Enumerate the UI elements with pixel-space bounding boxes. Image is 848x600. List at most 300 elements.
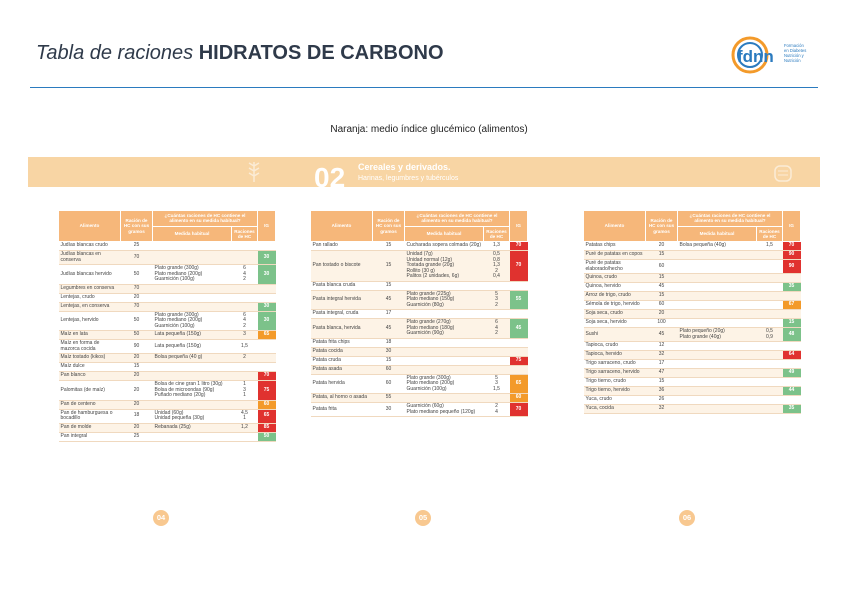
ration-grams: 47	[646, 369, 678, 378]
ig-value	[258, 354, 276, 363]
ration-count	[757, 310, 783, 319]
food-name: Lentejas, crudo	[59, 293, 121, 302]
food-name: Quinoa, crudo	[584, 274, 646, 283]
usual-measure: Guarnición (60g) Plato mediano pequeño (120g)	[405, 403, 484, 417]
ig-value	[258, 293, 276, 302]
food-name: Tapioca, crudo	[584, 342, 646, 351]
food-name: Lentejas, en conserva	[59, 302, 121, 311]
section-title: Cereales y derivados.	[358, 162, 451, 172]
ig-value	[258, 363, 276, 372]
col-alimento: Alimento	[311, 211, 373, 242]
food-name: Maíz en lata	[59, 331, 121, 340]
table-row	[311, 394, 528, 403]
ration-grams: 15	[373, 281, 405, 290]
col-medida: Medida habitual	[405, 226, 484, 242]
food-name: Judías blancas en conserva	[59, 251, 121, 265]
table-row	[584, 283, 801, 292]
table-row	[311, 310, 528, 319]
table-row	[59, 400, 276, 409]
ration-grams: 50	[121, 331, 153, 340]
table-row	[311, 356, 528, 365]
ration-grams: 60	[646, 301, 678, 310]
usual-measure: Bolsa pequeña (40g)	[678, 242, 757, 251]
usual-measure	[153, 293, 232, 302]
logo-line-2: en Diabetes	[784, 48, 807, 53]
legend-note: Naranja: medio índice glucémico (alimentos)	[330, 124, 528, 135]
food-name: Arroz de trigo, crudo	[584, 292, 646, 301]
ration-grams: 18	[373, 338, 405, 347]
food-name: Trigo tierno, crudo	[584, 378, 646, 387]
ig-value	[783, 292, 801, 301]
ration-grams: 17	[373, 310, 405, 319]
ration-count	[757, 260, 783, 274]
food-name: Lentejas, hervido	[59, 311, 121, 331]
usual-measure	[405, 338, 484, 347]
header-row	[59, 211, 276, 227]
table-row	[59, 265, 276, 285]
page-number-05: 05	[415, 510, 431, 526]
ration-grams: 45	[646, 328, 678, 342]
ig-value	[510, 310, 528, 319]
table-row	[311, 374, 528, 394]
table-row	[59, 331, 276, 340]
ration-grams: 60	[373, 365, 405, 374]
ig-value: 30	[258, 251, 276, 265]
ration-grams: 25	[121, 432, 153, 441]
ration-grams: 17	[646, 360, 678, 369]
ration-count: 2 4	[484, 403, 510, 417]
ration-grams: 15	[646, 292, 678, 301]
ration-grams: 45	[373, 290, 405, 310]
ration-grams: 18	[121, 409, 153, 423]
header-divider	[30, 87, 818, 88]
ration-count	[757, 351, 783, 360]
food-name: Maíz dulce	[59, 363, 121, 372]
ration-grams: 20	[646, 310, 678, 319]
ration-count: 0,5 0,9	[757, 328, 783, 342]
col-medida: Medida habitual	[153, 226, 232, 242]
ration-count	[757, 292, 783, 301]
food-name: Patata frita	[311, 403, 373, 417]
ig-value: 30	[258, 302, 276, 311]
table-row	[584, 387, 801, 396]
food-name: Trigo sarraceno, crudo	[584, 360, 646, 369]
ig-value: 35	[783, 283, 801, 292]
food-name: Pan de molde	[59, 423, 121, 432]
ration-count: 1,3	[484, 242, 510, 251]
ration-grams: 90	[121, 340, 153, 354]
page-number-04: 04	[153, 510, 169, 526]
usual-measure	[405, 347, 484, 356]
usual-measure: Rebanada (25g)	[153, 423, 232, 432]
ration-count: 1 3 1	[232, 381, 258, 401]
ig-value	[783, 342, 801, 351]
col-ig: IG	[258, 211, 276, 242]
food-name: Sushi	[584, 328, 646, 342]
food-name: Pan de centeno	[59, 400, 121, 409]
food-name: Pan tostado o biscote	[311, 251, 373, 282]
ration-count	[232, 372, 258, 381]
ration-grams: 50	[121, 265, 153, 285]
logo-letters: fdnn	[737, 47, 774, 66]
ration-count	[757, 251, 783, 260]
ration-grams: 70	[121, 302, 153, 311]
food-name: Judías blancas hervido	[59, 265, 121, 285]
food-name: Pasta blanca, hervida	[311, 319, 373, 339]
table-row	[584, 310, 801, 319]
food-name: Patata cocida	[311, 347, 373, 356]
table-page-04	[58, 210, 276, 442]
table-row	[584, 301, 801, 310]
ration-count: 6 4 2	[484, 319, 510, 339]
usual-measure	[678, 310, 757, 319]
table-row	[584, 274, 801, 283]
ig-value: 65	[510, 374, 528, 394]
ig-value: 45	[510, 319, 528, 339]
ig-value: 30	[258, 311, 276, 331]
ration-grams: 15	[373, 356, 405, 365]
table-row	[584, 351, 801, 360]
table-row	[59, 302, 276, 311]
food-name: Pan rallado	[311, 242, 373, 251]
header-row	[584, 211, 801, 227]
table-row	[59, 363, 276, 372]
ration-count	[484, 365, 510, 374]
section-subtitle: Harinas, legumbres y tubérculos	[358, 175, 459, 182]
ig-value: 75	[258, 381, 276, 401]
usual-measure: Plato pequeño (20g) Plato grande (40g)	[678, 328, 757, 342]
ration-grams: 70	[121, 284, 153, 293]
table-row	[311, 290, 528, 310]
ration-count	[484, 310, 510, 319]
usual-measure: Unidad (7g) Unidad normal (12g) Tostada grande (20g) Rollito (30 g) Palitos (2 unidades, 6g)	[405, 251, 484, 282]
wheat-icon	[243, 160, 265, 184]
ig-value: 35	[783, 405, 801, 414]
food-name: Pasta integral hervida	[311, 290, 373, 310]
ration-grams: 20	[121, 423, 153, 432]
usual-measure	[405, 281, 484, 290]
food-name: Sémola de trigo, hervido	[584, 301, 646, 310]
col-ig: IG	[510, 211, 528, 242]
page-title	[36, 42, 444, 65]
ig-value: 70	[783, 242, 801, 251]
usual-measure	[405, 365, 484, 374]
ration-count	[757, 378, 783, 387]
usual-measure	[678, 274, 757, 283]
usual-measure	[678, 396, 757, 405]
ig-value	[783, 274, 801, 283]
table-row	[311, 281, 528, 290]
ration-count: 4,5 1	[232, 409, 258, 423]
food-name: Patata hervida	[311, 374, 373, 394]
table-row	[584, 396, 801, 405]
ration-count	[484, 347, 510, 356]
ration-count	[484, 338, 510, 347]
table-row	[59, 242, 276, 251]
ig-value	[510, 347, 528, 356]
table-row	[311, 251, 528, 282]
food-name: Soja seca, crudo	[584, 310, 646, 319]
table-row	[59, 284, 276, 293]
usual-measure	[405, 310, 484, 319]
usual-measure	[678, 319, 757, 328]
table-row	[584, 342, 801, 351]
usual-measure: Plato grande (300g) Plato mediano (200g) Guarnición (100g)	[153, 265, 232, 285]
table-page-05	[310, 210, 528, 417]
usual-measure	[678, 342, 757, 351]
col-ration: Ración de HC con sus gramos	[646, 211, 678, 242]
table-row	[584, 328, 801, 342]
ig-value: 85	[258, 423, 276, 432]
table-row	[584, 369, 801, 378]
food-name: Pasta integral, cruda	[311, 310, 373, 319]
ration-count	[757, 405, 783, 414]
col-raciones: Raciones de HC	[484, 226, 510, 242]
ration-count: 2	[232, 354, 258, 363]
table-row	[59, 354, 276, 363]
ig-value: 30	[258, 265, 276, 285]
table-row	[59, 381, 276, 401]
ration-count: 1,5	[757, 242, 783, 251]
ig-value: 70	[510, 242, 528, 251]
ration-grams: 55	[373, 394, 405, 403]
food-name: Patatas chips	[584, 242, 646, 251]
header-row	[311, 211, 528, 227]
usual-measure	[678, 369, 757, 378]
ration-grams: 36	[646, 387, 678, 396]
ig-value: 50	[258, 432, 276, 441]
col-raciones: Raciones de HC	[232, 226, 258, 242]
usual-measure: Plato grande (300g) Plato mediano (200g) Guarnición (100g)	[153, 311, 232, 331]
food-name: Palomitas (de maíz)	[59, 381, 121, 401]
col-ration: Ración de HC con sus gramos	[121, 211, 153, 242]
ration-count: 1,2	[232, 423, 258, 432]
table-row	[311, 242, 528, 251]
ration-grams: 15	[646, 251, 678, 260]
usual-measure	[678, 251, 757, 260]
ration-count	[757, 319, 783, 328]
table-row	[311, 338, 528, 347]
ration-grams: 30	[373, 347, 405, 356]
usual-measure	[678, 292, 757, 301]
ration-grams: 15	[121, 363, 153, 372]
col-medida: Medida habitual	[678, 226, 757, 242]
usual-measure	[678, 351, 757, 360]
ig-value: 75	[510, 356, 528, 365]
ration-grams: 15	[373, 242, 405, 251]
table-row	[311, 403, 528, 417]
col-ig: IG	[783, 211, 801, 242]
ig-value	[783, 396, 801, 405]
ration-count: 1,5	[232, 340, 258, 354]
ig-value: 60	[258, 400, 276, 409]
section-band	[28, 157, 820, 193]
ig-value: 70	[510, 251, 528, 282]
table-row	[311, 347, 528, 356]
ration-count: 6 4 2	[232, 311, 258, 331]
ration-grams: 15	[373, 251, 405, 282]
usual-measure	[678, 378, 757, 387]
ration-count	[757, 387, 783, 396]
ration-grams: 45	[646, 283, 678, 292]
ration-grams: 20	[121, 354, 153, 363]
usual-measure	[153, 242, 232, 251]
food-name: Yuca, cocida	[584, 405, 646, 414]
ration-grams: 20	[121, 400, 153, 409]
ration-grams: 20	[121, 293, 153, 302]
usual-measure	[153, 432, 232, 441]
food-name: Patata asada	[311, 365, 373, 374]
ration-grams: 100	[646, 319, 678, 328]
table-row	[584, 242, 801, 251]
ig-value	[510, 365, 528, 374]
ration-count	[757, 283, 783, 292]
food-name: Judías blancas crudo	[59, 242, 121, 251]
ig-value: 90	[783, 251, 801, 260]
page-number-06: 06	[679, 510, 695, 526]
usual-measure	[678, 387, 757, 396]
food-name: Quinoa, hervido	[584, 283, 646, 292]
ration-count: 5 3 2	[484, 290, 510, 310]
col-alimento: Alimento	[584, 211, 646, 242]
table-row	[584, 319, 801, 328]
table-row	[59, 340, 276, 354]
bread-icon	[772, 160, 794, 184]
usual-measure	[153, 372, 232, 381]
logo-line-4: Nutrición	[784, 58, 801, 63]
usual-measure	[153, 400, 232, 409]
ration-count: 3	[232, 331, 258, 340]
ration-count	[757, 301, 783, 310]
col-raciones: Raciones de HC	[757, 226, 783, 242]
ration-grams: 45	[373, 319, 405, 339]
food-name: Pan de hamburguesa o bocadillo	[59, 409, 121, 423]
col-alimento: Alimento	[59, 211, 121, 242]
ration-count	[232, 432, 258, 441]
usual-measure	[678, 405, 757, 414]
food-name: Patata cruda	[311, 356, 373, 365]
ration-count: 6 4 2	[232, 265, 258, 285]
ig-value	[510, 338, 528, 347]
ig-value: 70	[258, 372, 276, 381]
table-row	[59, 423, 276, 432]
ration-count	[757, 369, 783, 378]
table-row	[59, 311, 276, 331]
ration-grams: 12	[646, 342, 678, 351]
table-row	[584, 378, 801, 387]
ration-grams: 32	[646, 405, 678, 414]
ration-grams: 32	[646, 351, 678, 360]
ration-count	[232, 363, 258, 372]
food-name: Maíz en forma de mazorca cocida	[59, 340, 121, 354]
ig-value: 64	[783, 351, 801, 360]
usual-measure: Plato grande (225g) Plato mediano (150g) Guarnición (80g)	[405, 290, 484, 310]
food-name: Soja seca, hervido	[584, 319, 646, 328]
usual-measure: Lata pequeña (150g)	[153, 340, 232, 354]
table-row	[59, 293, 276, 302]
ig-value	[258, 340, 276, 354]
ration-count: 0,5 0,8 1,3 2 0,4	[484, 251, 510, 282]
ig-value	[783, 378, 801, 387]
food-name: Patata, al horno o asada	[311, 394, 373, 403]
usual-measure	[678, 283, 757, 292]
fdnn-logo	[730, 35, 820, 75]
ig-value: 49	[783, 369, 801, 378]
ration-count	[232, 293, 258, 302]
ration-grams: 30	[373, 403, 405, 417]
ration-grams: 50	[121, 311, 153, 331]
logo-line-3: Nutrición y	[784, 53, 804, 58]
table-row	[584, 251, 801, 260]
food-name: Puré de patatas elaborado/hecho	[584, 260, 646, 274]
title-bold: HIDRATOS DE CARBONO	[198, 42, 444, 64]
ration-grams: 20	[646, 242, 678, 251]
ration-count	[484, 281, 510, 290]
usual-measure: Bolsa pequeña (40 g)	[153, 354, 232, 363]
usual-measure: Lata pequeña (150g)	[153, 331, 232, 340]
usual-measure: Plato grande (300g) Plato mediano (200g) Guarnición (100g)	[405, 374, 484, 394]
food-name: Trigo tierno, hervido	[584, 387, 646, 396]
ig-value	[258, 242, 276, 251]
ration-count	[232, 242, 258, 251]
col-ration: Ración de HC con sus gramos	[373, 211, 405, 242]
ig-value: 65	[258, 409, 276, 423]
logo-line-1: Formación	[784, 43, 804, 48]
ration-count	[232, 251, 258, 265]
ration-count	[232, 284, 258, 293]
ration-grams: 15	[646, 274, 678, 283]
food-name: Puré de patatas en copos	[584, 251, 646, 260]
table-row	[59, 251, 276, 265]
ration-count	[757, 274, 783, 283]
ig-value: 15	[783, 319, 801, 328]
table-page-06	[583, 210, 801, 414]
ig-value: 70	[510, 403, 528, 417]
ration-grams: 25	[121, 242, 153, 251]
usual-measure	[153, 302, 232, 311]
usual-measure: Bolsa de cine gran 1 litro (30g) Bolsa de microondas (90g) Puñado mediano (20g)	[153, 381, 232, 401]
usual-measure	[678, 301, 757, 310]
ration-count: 5 3 1,5	[484, 374, 510, 394]
ration-count	[757, 342, 783, 351]
ration-grams: 60	[373, 374, 405, 394]
usual-measure	[153, 251, 232, 265]
usual-measure	[405, 394, 484, 403]
usual-measure: Plato grande (270g) Plato mediano (180g) Guarnición (90g)	[405, 319, 484, 339]
food-name: Pan integral	[59, 432, 121, 441]
ration-grams: 60	[646, 260, 678, 274]
table-row	[584, 360, 801, 369]
table-row	[584, 260, 801, 274]
ig-value: 48	[783, 328, 801, 342]
ig-value	[510, 281, 528, 290]
usual-measure	[153, 284, 232, 293]
ig-value: 65	[258, 331, 276, 340]
ration-grams: 70	[121, 251, 153, 265]
table-row	[311, 319, 528, 339]
ration-grams: 20	[121, 372, 153, 381]
ration-count	[757, 396, 783, 405]
food-name: Pasta blanca cruda	[311, 281, 373, 290]
col-question: ¿Cuántas raciones de HC contiene el alimento en su medida habitual?	[153, 211, 258, 227]
usual-measure: Cucharada sopera colmada (20g)	[405, 242, 484, 251]
usual-measure	[153, 363, 232, 372]
table-row	[584, 405, 801, 414]
col-question: ¿Cuántas raciones de HC contiene el alimento en su medida habitual?	[678, 211, 783, 227]
ig-value: 60	[510, 394, 528, 403]
table-row	[59, 372, 276, 381]
food-name: Maíz tostado (kikos)	[59, 354, 121, 363]
